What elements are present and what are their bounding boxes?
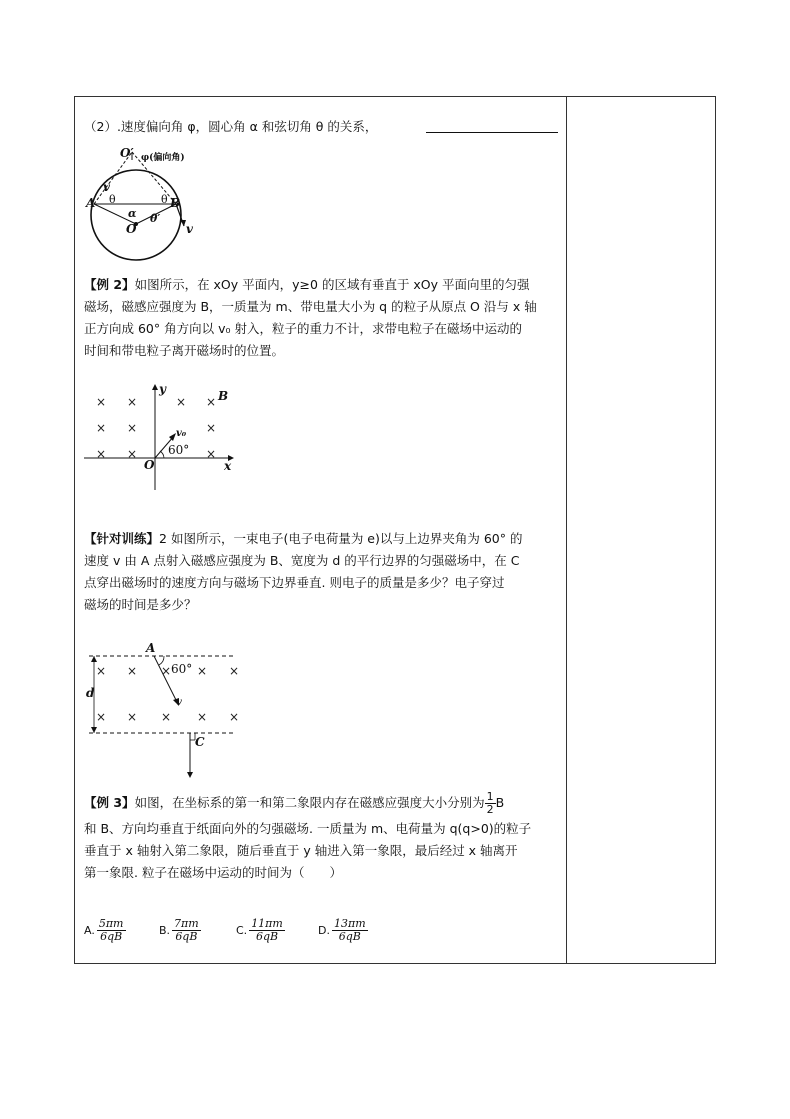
field-cross: × <box>127 664 138 678</box>
example-2-text: 【例 2】如图所示，在 xOy 平面内，y≥0 的区域有垂直于 xOy 平面向里的匀强 磁场，磁感应强度为 B，一质量为 m、带电量大小为 q 的粒子从原点 O 沿与 x 轴 正方向成 60° 角方向以 v₀ 射入，粒子的重力不计，求带电粒子在磁场中运动的 时间和带电粒子离开磁场时的位置。 <box>84 277 537 358</box>
field-cross: × <box>197 710 208 724</box>
label-v0: v₀ <box>176 428 187 439</box>
column-divider <box>566 96 567 964</box>
label-width-d: d <box>86 686 95 700</box>
field-cross: × <box>96 710 107 724</box>
field-cross: × <box>127 710 138 724</box>
label-field-b: B <box>218 389 229 403</box>
example-3-line1: 【例 3】 如图，在坐标系的第一和第二象限内存在磁感应强度大小分别为 $\frac{1}{2}$ B <box>84 789 505 816</box>
answer-blank[interactable] <box>426 132 558 133</box>
field-cross: × <box>96 395 107 409</box>
field-cross: × <box>229 664 240 678</box>
label-a: A <box>86 196 96 210</box>
field-cross: × <box>206 421 217 435</box>
label-theta-left: θ <box>109 193 116 206</box>
label-b: B <box>170 196 181 210</box>
label-o-prime: O′ <box>120 146 134 160</box>
fraction-one-half: $\frac{1}{2}$ <box>486 789 494 816</box>
label-y-axis: y <box>159 382 166 396</box>
label-phi: φ(偏向角) <box>141 153 185 163</box>
field-cross: × <box>176 395 187 409</box>
option-b[interactable]: B. $\frac{7\pi m}{6qB}$ <box>159 917 199 943</box>
label-point-a: A <box>146 641 156 655</box>
label-point-c: C <box>195 735 205 749</box>
label-v-right: v <box>186 222 193 236</box>
example-2-tag: 【例 2】 <box>84 277 135 292</box>
training-text: 【针对训练】2 如图所示，一束电子(电子电荷量为 e)以与上边界夹角为 60° 的 速度 v 由 A 点射入磁感应强度为 B、宽度为 d 的平行边界的匀强磁场中，在 C 点穿出磁场时的速度方向与磁场下边界垂直. 则电子的质量是多少？电子穿过 磁场的时间是多少？ <box>84 531 523 612</box>
field-cross: × <box>96 664 107 678</box>
label-theta-right: θ <box>161 193 168 206</box>
label-theta-prime: θ′ <box>150 212 161 225</box>
field-cross: × <box>96 447 107 461</box>
field-cross: × <box>229 710 240 724</box>
option-d[interactable]: D. $\frac{13\pi m}{6qB}$ <box>318 917 366 943</box>
training-tag: 【针对训练】 <box>84 531 160 546</box>
label-alpha: α <box>128 207 137 220</box>
label-x-axis: x <box>224 459 232 473</box>
option-a[interactable]: A. $\frac{5\pi m}{6qB}$ <box>84 917 124 943</box>
field-cross: × <box>127 447 138 461</box>
label-v-left: v <box>103 180 110 194</box>
example-3-tag: 【例 3】 <box>84 795 135 810</box>
field-cross: × <box>161 710 172 724</box>
label-angle-60: 60° <box>171 662 193 676</box>
example-3-text: 【例 3】 如图，在坐标系的第一和第二象限内存在磁感应强度大小分别为 $\frac{1}{2}$ B 和 B、方向均垂直于纸面向外的匀强磁场. 一质量为 m、电荷量为 q(q>0)的粒子 垂直于 x 轴射入第二象限，随后垂直于 y 轴进入第一象限，最后经过 x 轴离开 第一象限. 粒子在磁场中运动的时间为（ ） <box>84 788 560 884</box>
question-2-text: （2）.速度偏向角 φ，圆心角 α 和弦切角 θ 的关系， <box>84 119 378 134</box>
field-cross: × <box>206 447 217 461</box>
label-o: O <box>126 222 137 236</box>
option-c[interactable]: C. $\frac{11\pi m}{6qB}$ <box>236 917 283 943</box>
field-cross: × <box>127 395 138 409</box>
field-cross: × <box>197 664 208 678</box>
label-velocity-v: v <box>176 697 182 708</box>
field-cross: × <box>206 395 217 409</box>
label-angle-60: 60° <box>168 443 190 457</box>
field-cross: × <box>96 421 107 435</box>
field-cross: × <box>161 664 172 678</box>
field-cross: × <box>127 421 138 435</box>
label-origin: O <box>144 458 155 472</box>
